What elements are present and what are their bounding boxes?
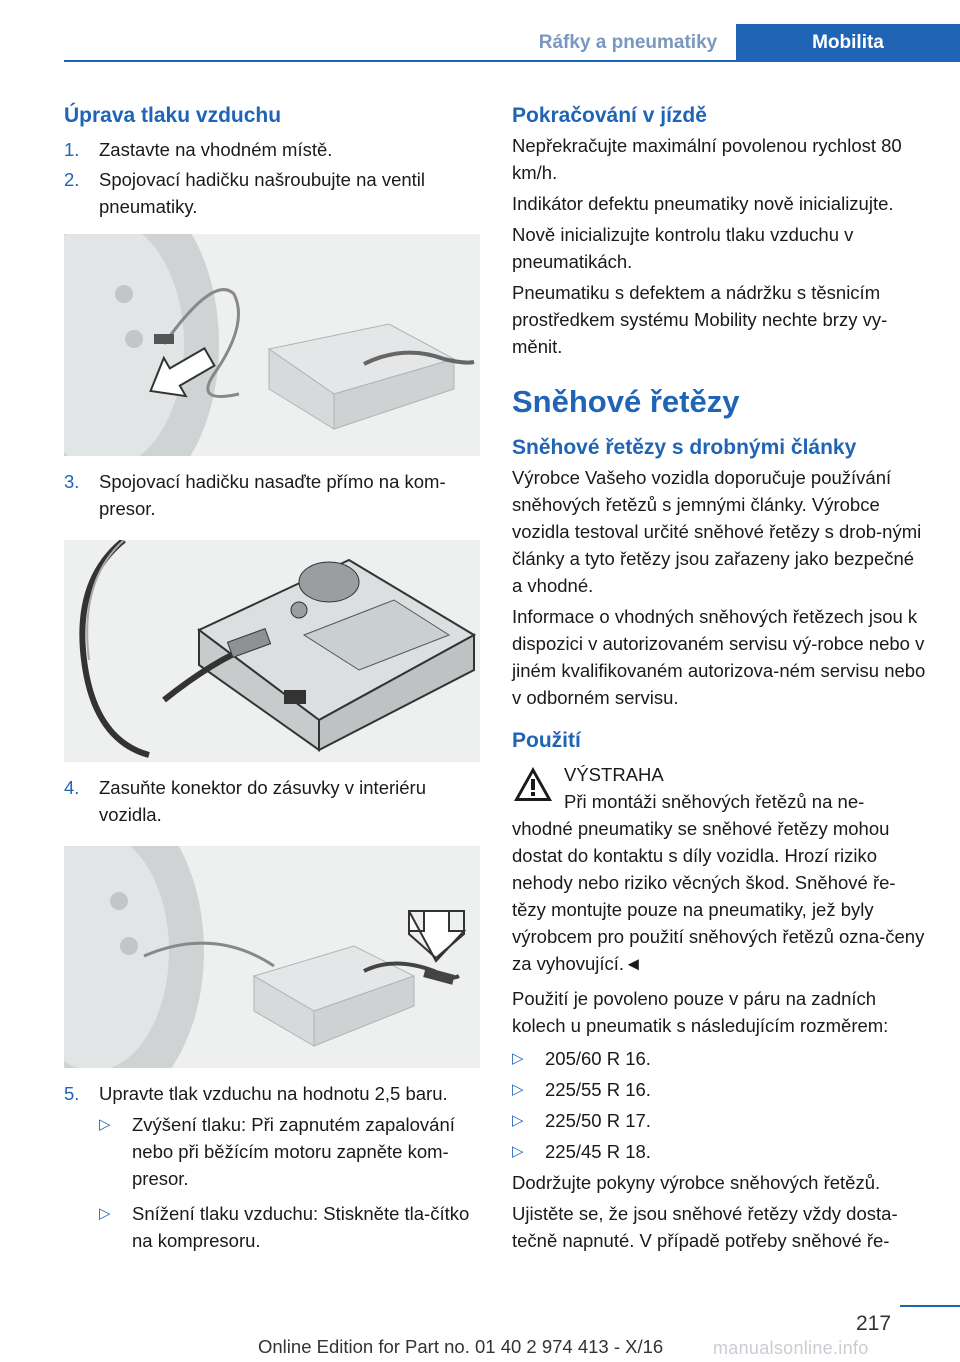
warning-text-first: Při montáži sněhových řetězů na ne‐ [564, 791, 865, 812]
step-1 [64, 136, 480, 163]
step-number: 4. [64, 777, 80, 798]
tire-size-item [512, 1107, 928, 1134]
step-4 [64, 774, 480, 828]
header-rule [64, 60, 960, 62]
triangle-bullet-icon: ▷ [512, 1112, 524, 1129]
triangle-bullet-icon: ▷ [99, 1116, 111, 1133]
warning-triangle-icon [512, 765, 554, 803]
triangle-bullet-icon: ▷ [512, 1050, 524, 1067]
tire-size: 225/50 R 17. [545, 1110, 651, 1131]
step-number: 5. [64, 1083, 80, 1104]
header-chapter-tab: Mobilita [736, 24, 960, 62]
use-heading: Použití [512, 729, 581, 752]
sub-bullet-increase [99, 1111, 480, 1192]
paragraph: Informace o vhodných sněhových řetězech jsou k dispozici v autorizovaném servisu vý‐robce nebo v jiném kvalifikovaném autorizova‐ném servisu nebo v odborném servisu. [512, 606, 926, 708]
snow-chains-title: Sněhové řetězy [512, 384, 740, 419]
tire-size-item [512, 1045, 928, 1072]
triangle-bullet-icon: ▷ [99, 1205, 111, 1222]
paragraph: Indikátor defektu pneumatiky nově inicializujte. [512, 193, 894, 214]
triangle-bullet-icon: ▷ [512, 1143, 524, 1160]
paragraph: Nepřekračujte maximální povolenou rychlost 80 km/h. [512, 135, 902, 183]
left-column [64, 100, 480, 1254]
paragraph: Použití je povoleno pouze v páru na zadních kolech u pneumatik s následujícím rozměrem: [512, 988, 889, 1036]
figure-hose-to-valve [64, 234, 480, 456]
warning-text: vhodné pneumatiky se sněhové řetězy mohou dostat do kontaktu s díly vozidla. Hrozí riziko nehody nebo riziko věcných škod. Sněhové ře‐tězy montujte pouze na pneumatiky, jež byly výrobcem pro použití sněhových řetězů ozna‐čeny za vyhovující.◄ [512, 818, 925, 974]
tire-size: 225/55 R 16. [545, 1079, 651, 1100]
warning-label: VÝSTRAHA [564, 764, 664, 785]
tire-size: 205/60 R 16. [545, 1048, 651, 1069]
bullet-text: Snížení tlaku vzduchu: Stiskněte tla‐čítko na kompresoru. [132, 1203, 470, 1251]
fine-link-chains-heading: Sněhové řetězy s drobnými články [512, 436, 857, 459]
step-text: Spojovací hadičku našroubujte na ventil pneumatiky. [99, 169, 426, 217]
page-number: 217 [856, 1312, 892, 1335]
tire-size: 225/45 R 18. [545, 1141, 651, 1162]
watermark: manualsonline.info [713, 1338, 869, 1358]
paragraph: Pneumatiku s defektem a nádržku s těsnicím prostředkem systému Mobility nechte brzy vy‐měnit. [512, 282, 888, 357]
right-column [512, 100, 928, 1254]
paragraph: Nově inicializujte kontrolu tlaku vzduchu v pneumatikách. [512, 224, 854, 272]
step-5 [64, 1080, 480, 1107]
step-number: 3. [64, 471, 80, 492]
step-text: Zastavte na vhodném místě. [99, 139, 333, 160]
footer-rule [900, 1305, 960, 1307]
header-section-tab: Ráfky a pneumatiky [538, 32, 718, 53]
continue-driving-heading: Pokračování v jízdě [512, 104, 707, 127]
edition-note: Online Edition for Part no. 01 40 2 974 413 - X/16 [258, 1336, 664, 1357]
step-2 [64, 166, 480, 220]
triangle-bullet-icon: ▷ [512, 1081, 524, 1098]
tire-size-item [512, 1138, 928, 1165]
bullet-text: Zvýšení tlaku: Při zapnutém zapalování nebo při běžícím motoru zapněte kom‐presor. [132, 1114, 455, 1189]
step-3 [64, 468, 480, 522]
step-text: Zasuňte konektor do zásuvky v interiéru vozidla. [99, 777, 426, 825]
tire-size-item [512, 1076, 928, 1103]
figure-hose-on-compressor [64, 540, 480, 762]
step-text: Upravte tlak vzduchu na hodnotu 2,5 baru. [99, 1083, 448, 1104]
step-text: Spojovací hadičku nasaďte přímo na kom‐presor. [99, 471, 446, 519]
warning-block [512, 761, 928, 815]
step-number: 1. [64, 139, 80, 160]
paragraph: Výrobce Vašeho vozidla doporučuje používání sněhových řetězů s jemnými články. Výrobce vozidla testoval určité sněhové řetězy s drob‐nými články a tyto řetězy jsou zařazeny jako bezpečné a vhodné. [512, 467, 922, 596]
sub-bullet-decrease [99, 1200, 480, 1254]
paragraph: Dodržujte pokyny výrobce sněhových řetězů. [512, 1172, 881, 1193]
paragraph: Ujistěte se, že jsou sněhové řetězy vždy dosta‐tečně napnuté. V případě potřeby sněhové ře‐ [512, 1203, 898, 1251]
adjust-pressure-heading: Úprava tlaku vzduchu [64, 104, 282, 127]
figure-plug-connector [64, 846, 480, 1068]
step-number: 2. [64, 169, 80, 190]
